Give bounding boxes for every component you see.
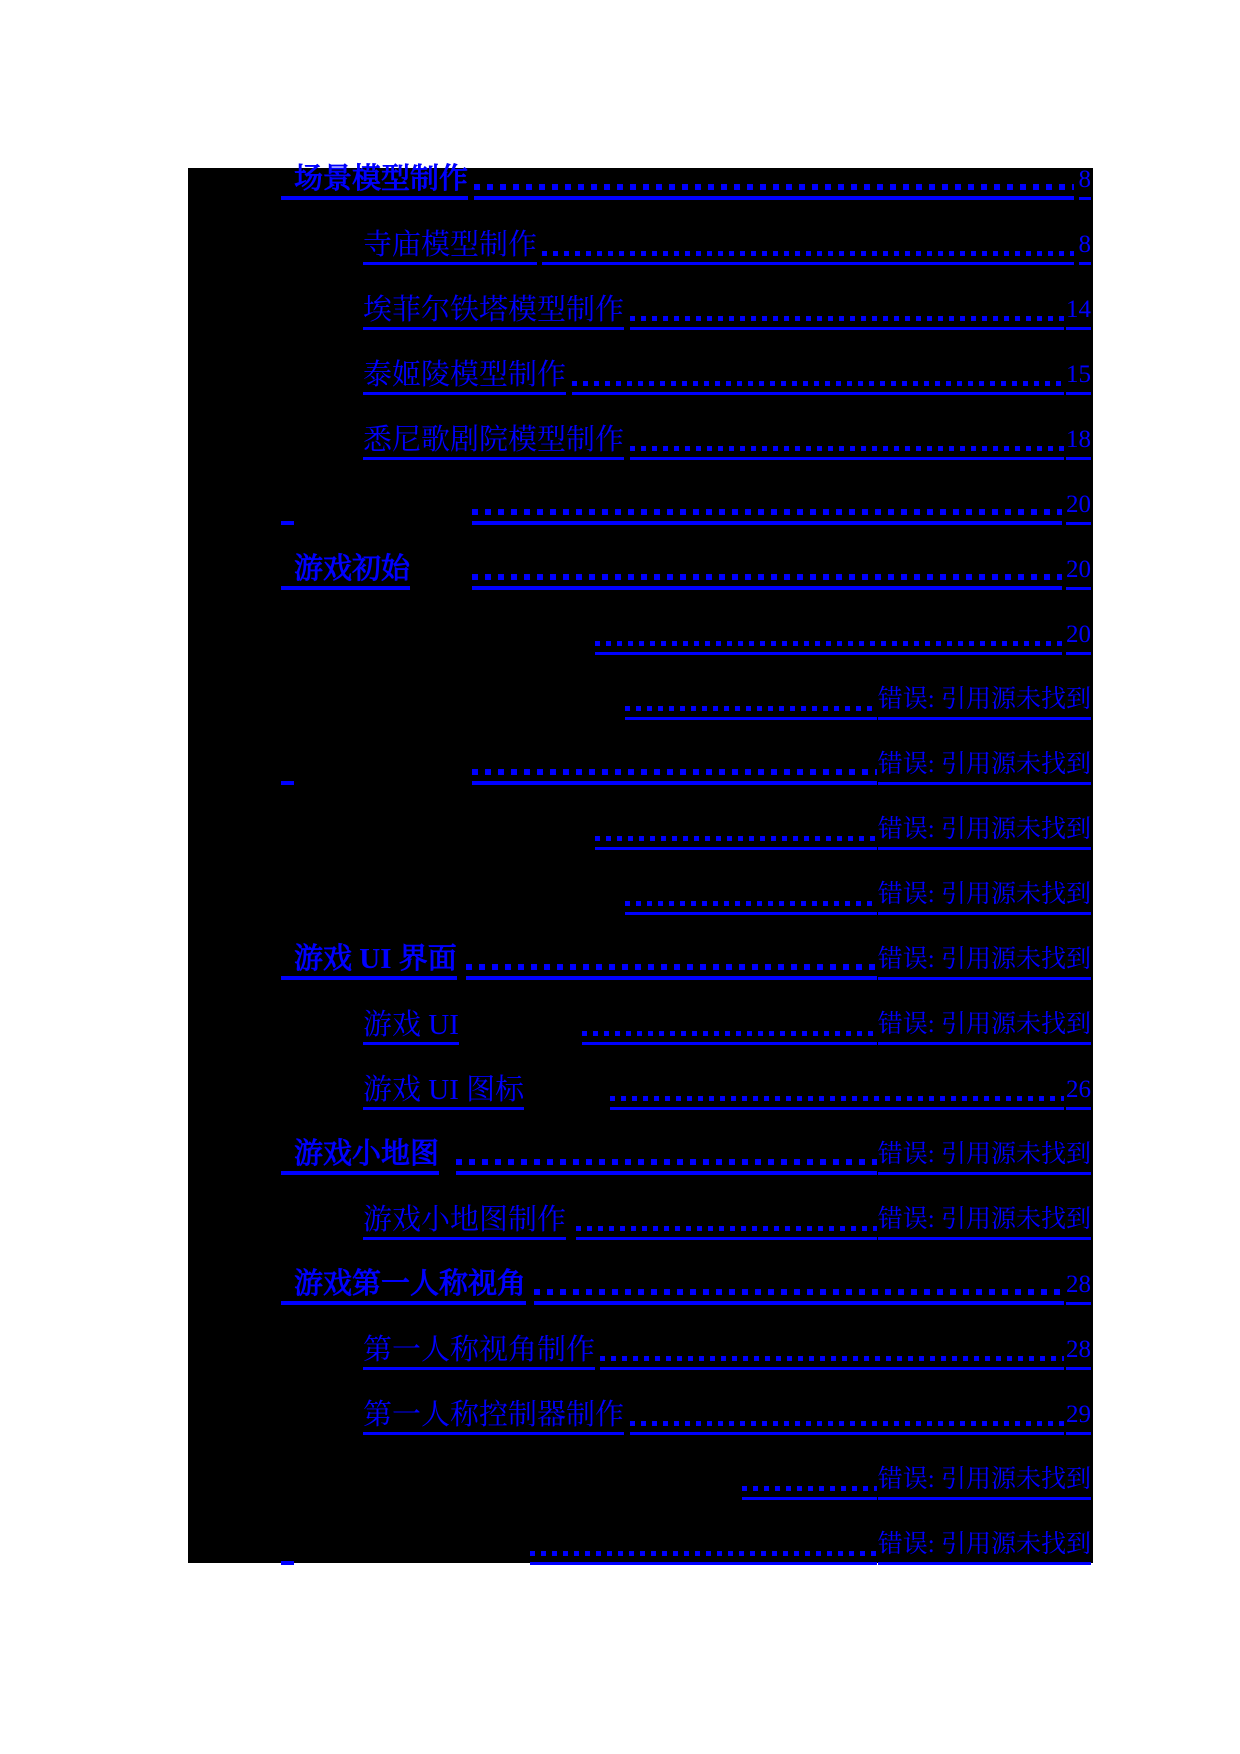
page-number: 15 [1066,359,1091,395]
toc-entry-label[interactable]: 游戏第一人称视角 [281,1268,526,1305]
toc-entry-label[interactable]: 场景模型制作 [281,163,468,200]
toc-row[interactable] [188,617,1093,655]
toc-row[interactable] [188,1332,1093,1370]
toc-row[interactable] [188,552,1093,590]
toc-row[interactable] [188,292,1093,330]
error-reference-text: 错误: 引用源未找到 [878,1204,1091,1240]
dot-leader [534,1267,1064,1305]
page-number: 26 [1066,1074,1091,1110]
dot-leader [742,1463,877,1500]
page-number: 8 [1079,229,1092,265]
toc-entry-label[interactable]: 寺庙模型制作 [363,229,537,265]
toc-row[interactable] [188,877,1093,915]
error-reference-text: 错误: 引用源未找到 [878,1529,1091,1565]
toc-row[interactable] [188,1007,1093,1045]
dot-leader [625,878,877,915]
page-number: 28 [1066,1269,1091,1305]
toc-entry-label[interactable]: 第一人称控制器制作 [363,1399,624,1435]
error-reference-text: 错误: 引用源未找到 [878,944,1091,980]
dot-leader [456,1137,877,1175]
toc-row[interactable] [188,1462,1093,1500]
leader-underline-stub [281,781,294,785]
toc-row[interactable] [188,682,1093,720]
dot-leader [472,747,877,785]
leader-underline-stub [281,521,294,525]
toc-entry-label[interactable]: 泰姬陵模型制作 [363,359,566,395]
dot-leader [630,293,1064,330]
toc-row[interactable] [188,357,1093,395]
dot-leader [472,552,1062,590]
toc-entry-label[interactable]: 游戏初始 [281,553,410,590]
error-reference-text: 错误: 引用源未找到 [878,1009,1091,1045]
dot-leader [582,1008,877,1045]
toc-row[interactable] [188,747,1093,785]
toc-entry-label[interactable]: 第一人称视角制作 [363,1334,595,1370]
toc-entry-label[interactable]: 游戏小地图制作 [363,1204,566,1240]
toc-row[interactable] [188,162,1093,200]
toc-row[interactable] [188,942,1093,980]
toc-row[interactable] [188,1267,1093,1305]
dot-leader [572,358,1064,395]
page-number: 14 [1066,294,1091,330]
toc-entry-label[interactable]: 埃菲尔铁塔模型制作 [363,294,624,330]
error-reference-text: 错误: 引用源未找到 [878,1139,1091,1175]
toc-row[interactable] [188,422,1093,460]
dot-leader [530,1528,877,1565]
dot-leader [474,162,1074,200]
dot-leader [630,1398,1064,1435]
dot-leader [610,1073,1064,1110]
dot-leader [576,1203,877,1240]
error-reference-text: 错误: 引用源未找到 [878,684,1091,720]
toc-entry-label[interactable]: 游戏 UI [363,1009,459,1045]
dot-leader [630,423,1064,460]
page-number: 20 [1066,489,1091,525]
page-number: 20 [1066,554,1091,590]
error-reference-text: 错误: 引用源未找到 [878,1464,1091,1500]
toc-entry-label[interactable]: 悉尼歌剧院模型制作 [363,424,624,460]
dot-leader [625,683,877,720]
toc-row[interactable] [188,812,1093,850]
dot-leader [600,1333,1064,1370]
page-number: 29 [1066,1399,1091,1435]
dot-leader [595,813,877,850]
dot-leader [466,942,877,980]
toc-black-background [188,163,1093,1563]
toc-row[interactable] [188,1397,1093,1435]
dot-leader [595,618,1062,655]
error-reference-text: 错误: 引用源未找到 [878,879,1091,915]
error-reference-text: 错误: 引用源未找到 [878,749,1091,785]
toc-entry-label[interactable]: 游戏 UI 界面 [281,943,457,980]
dot-leader [542,228,1074,265]
toc-row[interactable] [188,1202,1093,1240]
dot-leader [472,487,1062,525]
page-number: 8 [1079,164,1092,200]
toc-row[interactable] [188,487,1093,525]
toc-row[interactable] [188,227,1093,265]
toc-entry-label[interactable]: 游戏小地图 [281,1138,439,1175]
leader-underline-stub [281,1561,294,1565]
toc-row[interactable] [188,1527,1093,1565]
page-number: 20 [1066,619,1091,655]
toc-row[interactable] [188,1137,1093,1175]
toc-entry-label[interactable]: 游戏 UI 图标 [363,1074,524,1110]
toc-row[interactable] [188,1072,1093,1110]
error-reference-text: 错误: 引用源未找到 [878,814,1091,850]
page-number: 18 [1066,424,1091,460]
page-number: 28 [1066,1334,1091,1370]
